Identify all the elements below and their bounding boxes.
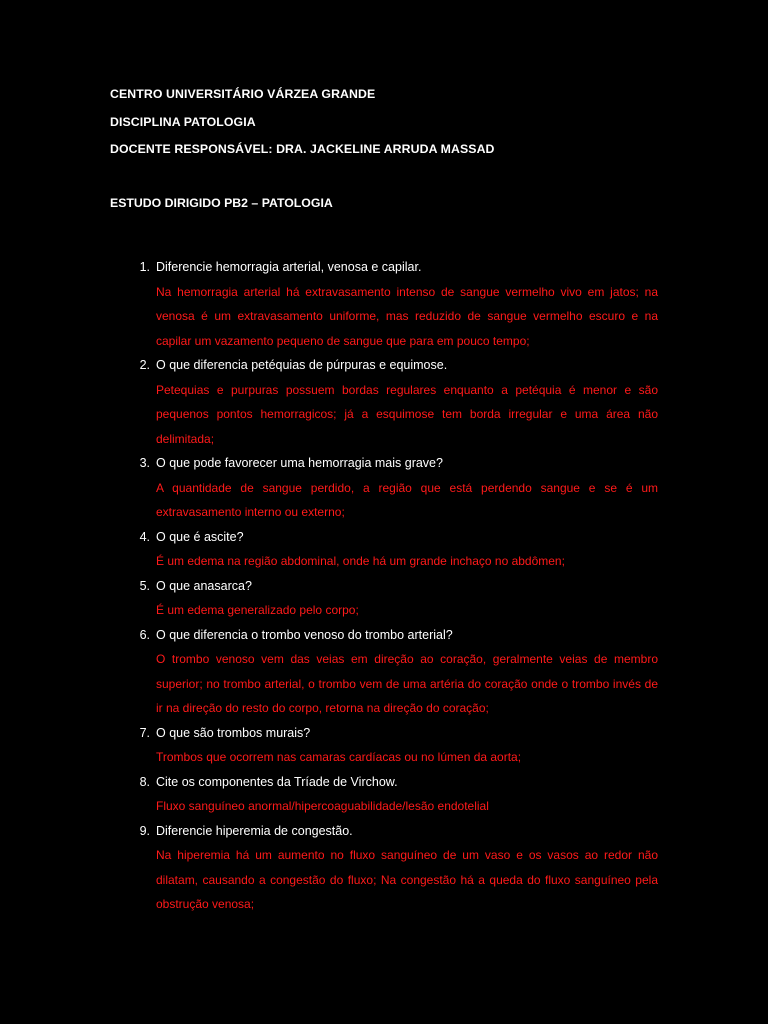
- question-text: Diferencie hiperemia de congestão.: [156, 823, 353, 838]
- question-number: 8.: [139, 774, 150, 789]
- list-item: [128, 255, 658, 353]
- answer-text: A quantidade de sangue perdido, a região que está perdendo sangue e se é um extravasamento interno ou externo;: [156, 480, 658, 519]
- answer-text: O trombo venoso vem das veias em direção ao coração, geralmente veias de membro superior; no trombo arterial, o trombo vem de uma artéria do coração onde o trombo invés de ir na direção do resto do corpo, retorna na direção do coração;: [156, 652, 658, 715]
- list-item: [128, 819, 658, 917]
- answer-text: Petequias e purpuras possuem bordas regulares enquanto a petéquia é menor e são pequenos pontos hemorragicos; já a esquimose tem borda irregular e uma área não delimitada;: [156, 382, 658, 446]
- question-text: O que pode favorecer uma hemorragia mais grave?: [156, 456, 443, 470]
- study-title: ESTUDO DIRIGIDO PB2 – PATOLOGIA: [110, 196, 333, 210]
- teacher-name: DOCENTE RESPONSÁVEL: DRA. JACKELINE ARRUDA MASSAD: [110, 142, 495, 156]
- answer-text: Na hemorragia arterial há extravasamento intenso de sangue vermelho vivo em jatos; na venosa é um extravasamento uniforme, mas reduzido de sangue vermelho escuro e na capilar um vazamento pequeno de sangue que para em pouco tempo;: [156, 284, 658, 348]
- question-number: 9.: [139, 823, 150, 838]
- answer-text: É um edema na região abdominal, onde há um grande inchaço no abdômen;: [156, 554, 565, 568]
- answer-text: Fluxo sanguíneo anormal/hipercoaguabilidade/lesão endotelial: [156, 799, 489, 813]
- answer-text: Trombos que ocorrem nas camaras cardíacas ou no lúmen da aorta;: [156, 750, 522, 764]
- question-text: O que diferencia o trombo venoso do trombo arterial?: [156, 627, 453, 642]
- question-text: O que são trombos murais?: [156, 725, 311, 740]
- list-item: [128, 574, 658, 623]
- list-item: [128, 770, 658, 819]
- question-number: 2.: [139, 358, 150, 372]
- question-text: Diferencie hemorragia arterial, venosa e capilar.: [156, 260, 422, 274]
- list-item: [128, 623, 658, 721]
- document-header: [110, 85, 670, 168]
- question-text: Cite os componentes da Tríade de Virchow.: [156, 774, 398, 789]
- list-item: [128, 451, 658, 525]
- question-number: 6.: [139, 627, 150, 642]
- question-text: O que é ascite?: [156, 529, 244, 544]
- answer-text: É um edema generalizado pelo corpo;: [156, 603, 359, 617]
- question-number: 5.: [139, 578, 150, 593]
- question-text: O que diferencia petéquias de púrpuras e equimose.: [156, 358, 448, 372]
- question-number: 3.: [139, 456, 150, 470]
- question-text: O que anasarca?: [156, 578, 252, 593]
- list-item: [128, 525, 658, 574]
- list-item: [128, 721, 658, 770]
- question-number: 4.: [139, 529, 150, 544]
- answer-text: Na hiperemia há um aumento no fluxo sanguíneo de um vaso e os vasos ao redor não dilatam, causando a congestão do fluxo; Na congestão há a queda do fluxo sanguíneo pela obstrução venosa;: [156, 848, 658, 911]
- discipline-name: DISCIPLINA PATOLOGIA: [110, 114, 256, 129]
- list-item: [128, 353, 658, 451]
- institution-name: CENTRO UNIVERSITÁRIO VÁRZEA GRANDE: [110, 87, 376, 101]
- question-number: 7.: [139, 725, 150, 740]
- question-list: [128, 255, 658, 917]
- question-number: 1.: [139, 260, 150, 274]
